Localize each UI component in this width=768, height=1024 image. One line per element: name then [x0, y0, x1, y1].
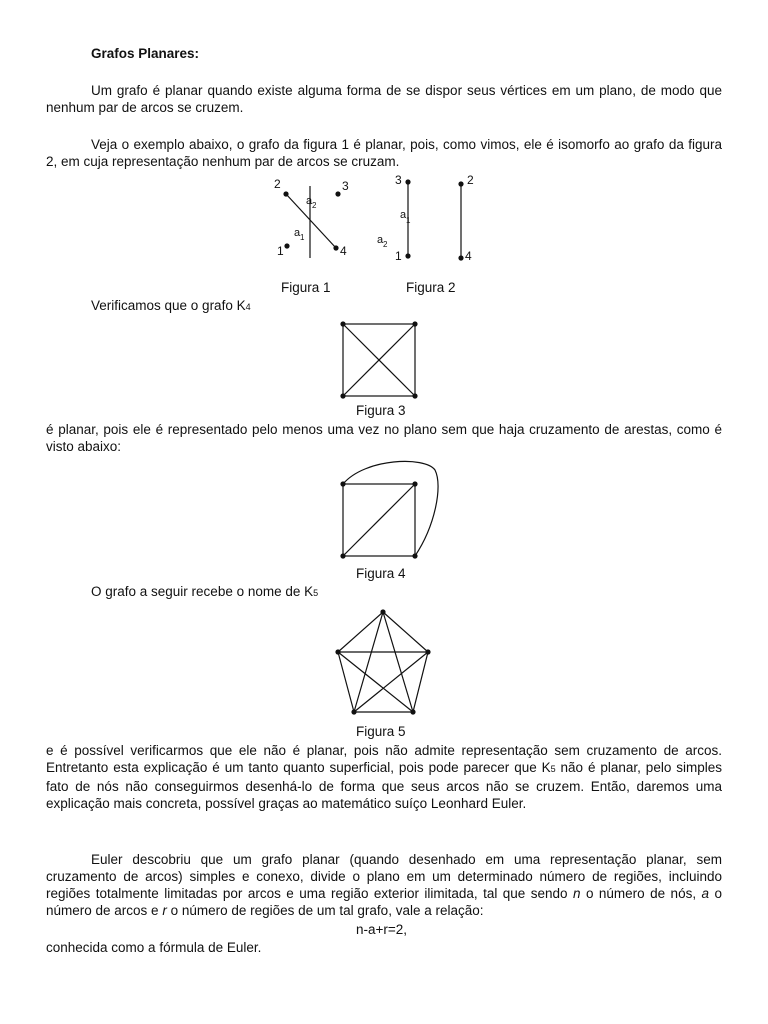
fig1-label-a2: a — [306, 195, 313, 207]
paragraph-k4-planar: é planar, pois ele é representado pelo menos uma vez no plano sem que haja cruzamento de arestas, como é visto abaixo: — [46, 422, 722, 454]
fig2-label-a1: a — [400, 209, 407, 221]
figure-3-caption: Figura 3 — [356, 403, 406, 418]
fig1-label-3: 3 — [342, 179, 349, 193]
figures-1-2-diagram — [260, 170, 500, 270]
paragraph-k5-nonplanar — [46, 742, 722, 812]
fig1-label-a1-sub: 1 — [300, 233, 305, 242]
figure-5-caption: Figura 5 — [356, 724, 406, 739]
fig1-vertex-4 — [333, 245, 338, 250]
paragraph-euler-text-b: o número de nós, — [580, 886, 702, 901]
fig1-label-a2-sub: 2 — [312, 201, 317, 210]
fig2-vertex-1 — [405, 253, 410, 258]
figure-5-graph — [330, 604, 440, 724]
fig1-label-2: 2 — [274, 177, 281, 191]
paragraph-euler-text-d: o número de regiões de um tal grafo, vale a relação: — [166, 903, 484, 918]
figure-2-graph — [377, 173, 474, 263]
k5-intro-line — [91, 584, 318, 599]
fig1-vertex-2 — [283, 191, 288, 196]
paragraph-euler-text-c: o número de arcos e — [46, 886, 722, 918]
fig2-label-1: 1 — [395, 249, 402, 263]
k4-intro-text: Verificamos que o grafo K — [91, 298, 246, 313]
k5-subscript: 5 — [313, 588, 319, 598]
euler-formula: n-a+r=2, — [356, 922, 408, 937]
k5-intro-text: O grafo a seguir recebe o nome de K — [91, 584, 314, 599]
fig1-label-4: 4 — [340, 244, 347, 258]
figure-1-caption: Figura 1 — [281, 280, 331, 295]
figure-3-graph — [335, 318, 425, 400]
paragraph-k5-text-b: não é planar, pelo simples fato de nós não conseguirmos desenhá-lo de forma que seus arcos não se cruzem. Então, daremos uma explicação mais concreta, possível graças ao matemático suíço Leonhard Euler. — [46, 760, 722, 811]
fig1-vertex-1 — [284, 243, 289, 248]
paragraph-example — [46, 136, 722, 170]
paragraph-definition-text: Um grafo é planar quando existe alguma forma de se dispor seus vértices em um plano, de modo que nenhum par de arcos se cruzem. — [46, 83, 722, 115]
figure-4-graph — [335, 456, 445, 564]
paragraph-euler-var-n: n — [572, 886, 581, 901]
fig1-label-1: 1 — [277, 244, 284, 258]
fig2-vertex-3 — [405, 179, 410, 184]
fig2-label-a2-sub: 2 — [383, 240, 388, 249]
figure-1-graph — [274, 177, 349, 258]
paragraph-example-text: Veja o exemplo abaixo, o grafo da figura 1 é planar, pois, como vimos, ele é isomorfo ao grafo da figura 2, em cuja representação nenhum par de arcos se cruzam. — [46, 137, 722, 169]
paragraph-k5-text-a: e é possível verificarmos que ele não é planar, pois não admite representação sem cruzamento de arcos. Entretanto esta explicação é um tanto quanto superficial, pois pode parecer que K — [46, 743, 722, 775]
fig2-label-2: 2 — [467, 173, 474, 187]
fig2-vertex-2 — [458, 181, 463, 186]
section-heading: Grafos Planares: — [91, 46, 200, 61]
k4-subscript: 4 — [245, 302, 251, 312]
fig2-label-a1-sub: 1 — [406, 216, 411, 225]
paragraph-definition — [46, 82, 722, 116]
paragraph-euler — [46, 851, 722, 919]
fig2-vertex-4 — [458, 255, 463, 260]
paragraph-euler-text-a: Euler descobriu que um grafo planar (quando desenhado em uma representação planar, sem cruzamento de arcos) simples e conexo, divide o plano em um determinado número de regiões, incluindo regiões totalmente limitadas por arcos e uma região exterior ilimitada, tal que sendo — [46, 852, 722, 901]
closing-line: conhecida como a fórmula de Euler. — [46, 940, 262, 955]
fig2-label-a2: a — [377, 234, 384, 246]
fig1-vertex-3 — [335, 191, 340, 196]
k4-intro-line — [91, 298, 251, 313]
figure-4-caption: Figura 4 — [356, 566, 406, 581]
fig2-label-3: 3 — [395, 173, 402, 187]
paragraph-k5-subscript: 5 — [550, 764, 556, 774]
fig1-label-a1: a — [294, 227, 301, 239]
paragraph-euler-var-r: r — [162, 903, 167, 918]
fig2-label-4: 4 — [465, 249, 472, 263]
figure-2-caption: Figura 2 — [406, 280, 456, 295]
paragraph-euler-var-a: a — [701, 886, 710, 901]
